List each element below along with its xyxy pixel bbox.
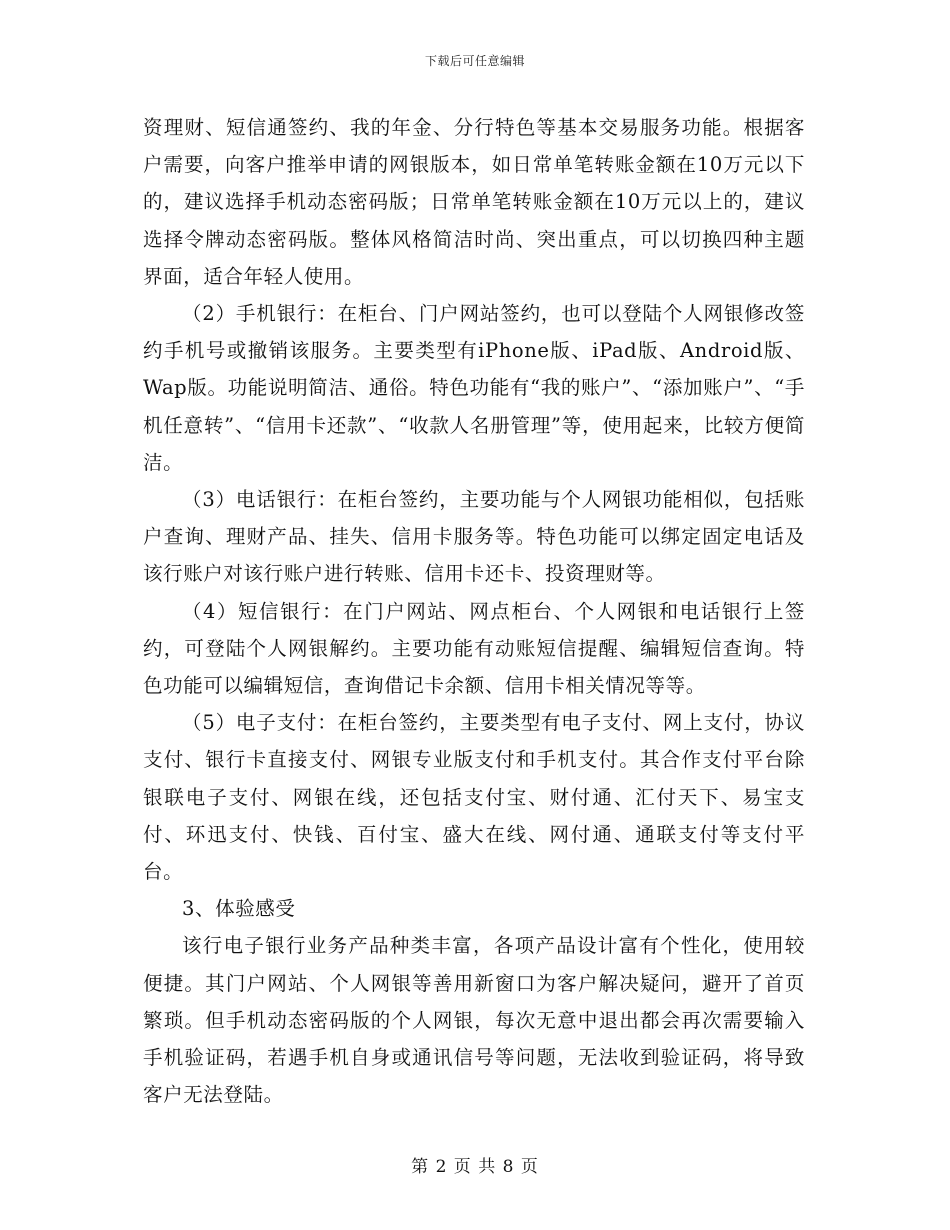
paragraph-experience: 该行电子银行业务产品种类丰富，各项产品设计富有个性化，使用较便捷。其门户网站、个人网银等善用新窗口为客户解决疑问，避开了首页繁琐。但手机动态密码版的个人网银，每次无意中退出都会再次需要输入手机验证码，若遇手机自身或通讯信号等问题，无法收到验证码，将导致客户无法登陆。: [143, 934, 805, 1107]
paragraph-e-payment: （5）电子支付：在柜台签约，主要类型有电子支付、网上支付，协议支付、银行卡直接支付、网银专业版支付和手机支付。其合作支付平台除银联电子支付、网银在线，还包括支付宝、财付通、汇付天下、易宝支付、环迅支付、快钱、百付宝、盛大在线、网付通、通联支付等支付平台。: [143, 711, 805, 884]
page-footer: 第 2 页 共 8 页: [411, 1157, 539, 1177]
page-header: 下载后可任意编辑: [424, 54, 525, 68]
paragraph-mobile-banking: （2）手机银行：在柜台、门户网站签约，也可以登陆个人网银修改签约手机号或撤销该服务。主要类型有iPhone版、iPad版、Android版、Wap版。功能说明简洁、通俗。特色功能有“我的账户”、“添加账户”、“手机任意转”、“信用卡还款”、“收款人名册管理”等，使用起来，比较方便简洁。: [143, 302, 805, 474]
document-body: [143, 109, 805, 1113]
paragraph-sms-banking: （4）短信银行：在门户网站、网点柜台、个人网银和电话银行上签约，可登陆个人网银解约。主要功能有动账短信提醒、编辑短信查询。特色功能可以编辑短信，查询借记卡余额、信用卡相关情况等等。: [143, 599, 805, 698]
paragraph-continuation: 资理财、短信通签约、我的年金、分行特色等基本交易服务功能。根据客户需要，向客户推举申请的网银版本，如日常单笔转账金额在10万元以下的，建议选择手机动态密码版；日常单笔转账金额在10万元以上的，建议选择令牌动态密码版。整体风格简洁时尚、突出重点，可以切换四种主题界面，适合年轻人使用。: [143, 116, 805, 288]
paragraph-phone-banking: （3）电话银行：在柜台签约，主要功能与个人网银功能相似，包括账户查询、理财产品、挂失、信用卡服务等。特色功能可以绑定固定电话及该行账户对该行账户进行转账、信用卡还卡、投资理财等。: [143, 488, 805, 586]
section-heading-experience: 3、体验感受: [182, 897, 296, 921]
